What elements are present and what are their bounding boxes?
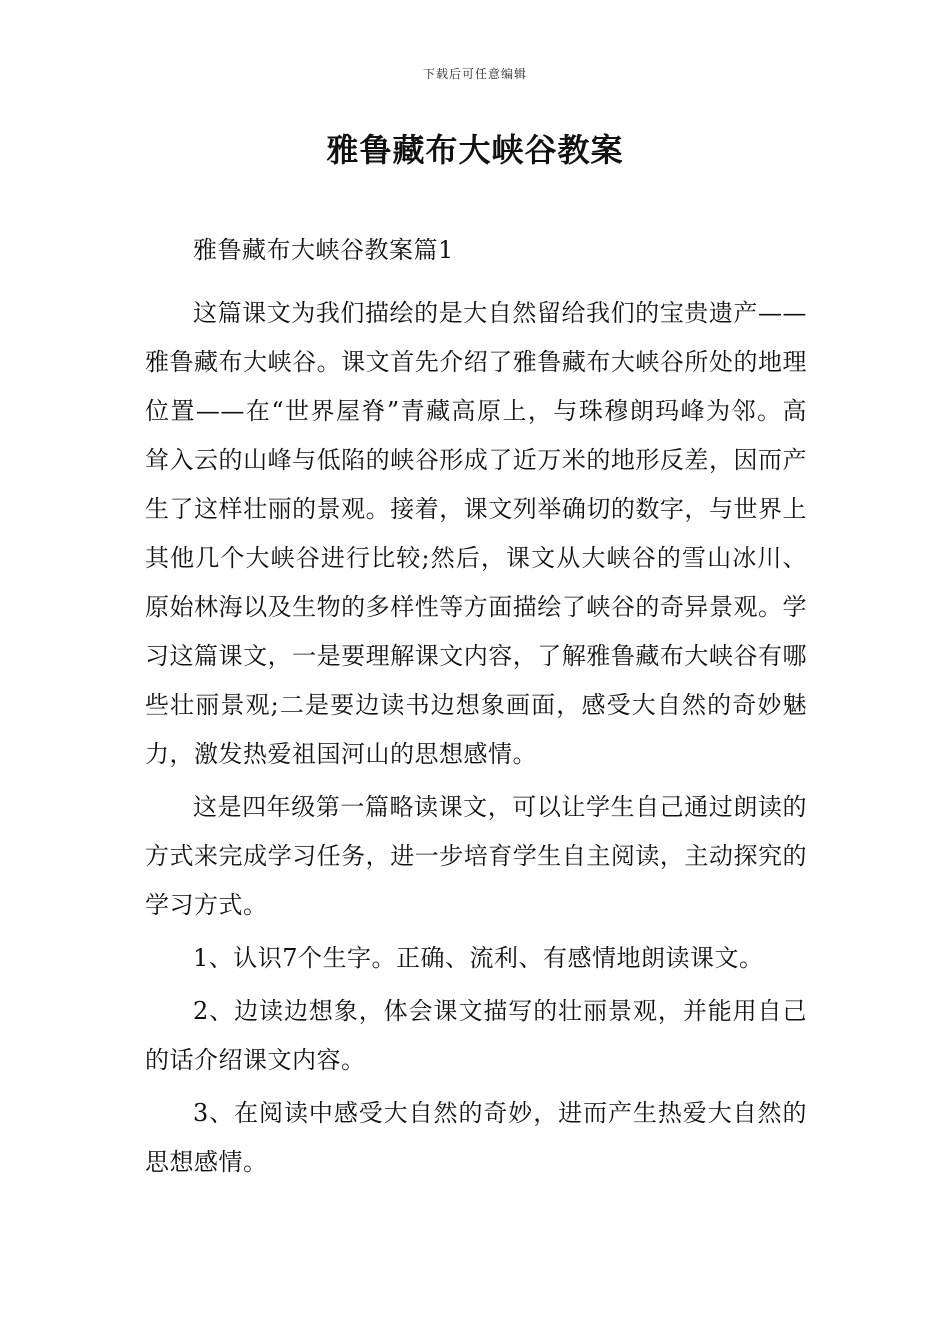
- paragraph-intro: 这篇课文为我们描绘的是大自然留给我们的宝贵遗产——雅鲁藏布大峡谷。课文首先介绍了雅鲁藏布大峡谷所处的地理位置——在“世界屋脊”青藏高原上，与珠穆朗玛峰为邻。高耸入云的山峰与低陷的峡谷形成了近万米的地形反差，因而产生了这样壮丽的景观。接着，课文列举确切的数字，与世界上其他几个大峡谷进行比较;然后，课文从大峡谷的雪山冰川、原始林海以及生物的多样性等方面描绘了峡谷的奇异景观。学习这篇课文，一是要理解课文内容，了解雅鲁藏布大峡谷有哪些壮丽景观;二是要边读书边想象画面，感受大自然的奇妙魅力，激发热爱祖国河山的思想感情。: [145, 299, 807, 768]
- paragraph-goal-2: 2、边读边想象，体会课文描写的壮丽景观，并能用自己的话介绍课文内容。: [145, 997, 807, 1074]
- paragraph-goal-3: 3、在阅读中感受大自然的奇妙，进而产生热爱大自然的思想感情。: [145, 1099, 807, 1176]
- paragraph-lesson-type: 这是四年级第一篇略读课文，可以让学生自己通过朗读的方式来完成学习任务，进一步培育学生自主阅读，主动探究的学习方式。: [145, 793, 807, 919]
- document-body: [145, 226, 807, 1191]
- document-title: 雅鲁藏布大峡谷教案: [326, 131, 624, 169]
- header-note: 下载后可任意编辑: [422, 67, 527, 81]
- section-heading: 雅鲁藏布大峡谷教案篇1: [193, 236, 454, 264]
- paragraph-goal-1: 1、认识7个生字。正确、流利、有感情地朗读课文。: [193, 944, 764, 972]
